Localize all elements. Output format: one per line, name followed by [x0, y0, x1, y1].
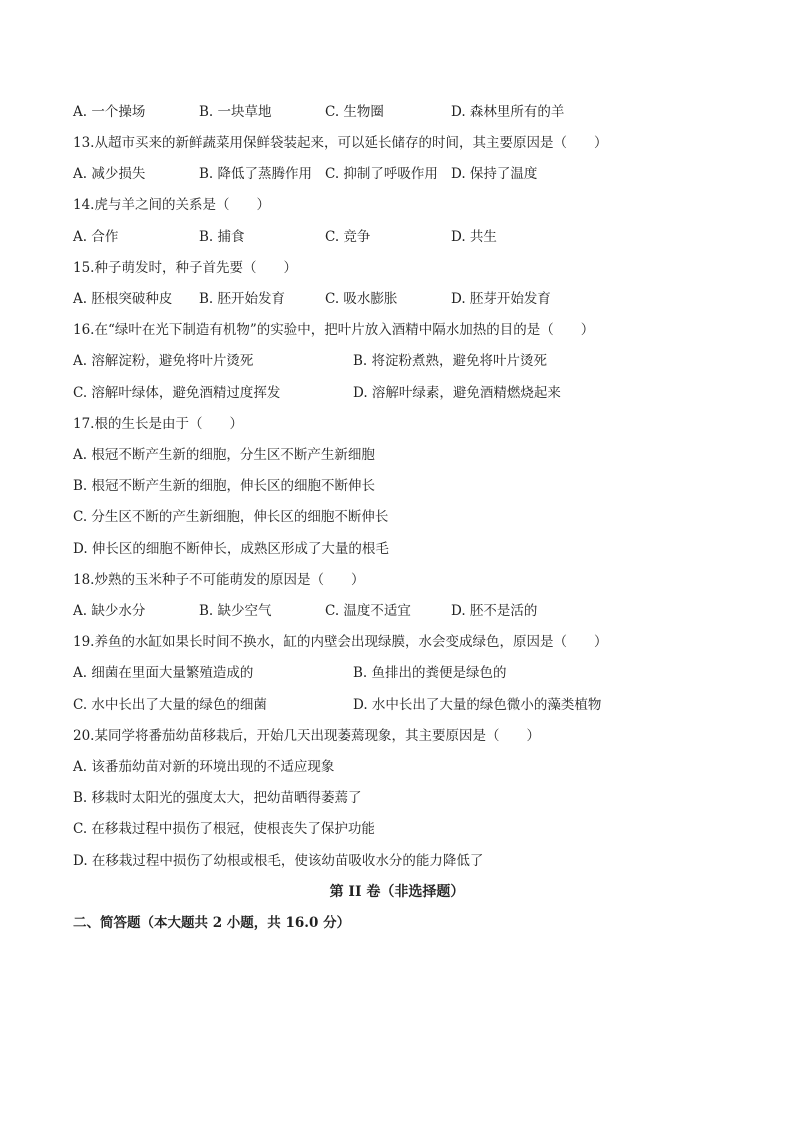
section-2-title: 第 II 卷（非选择题）	[329, 884, 465, 900]
q14-option-d: D. 共生	[451, 229, 497, 245]
q13-stem: 13.从超市买来的新鲜蔬菜用保鲜袋装起来，可以延长储存的时间，其主要原因是（ ）	[73, 135, 608, 151]
q15-option-a: A. 胚根突破种皮	[73, 291, 173, 307]
q17-option-a: A. 根冠不断产生新的细胞，分生区不断产生新细胞	[73, 447, 375, 463]
q16-option-d: D. 溶解叶绿素，避免酒精燃烧起来	[353, 385, 561, 401]
q16-options-row2	[73, 384, 633, 402]
q13-options	[73, 165, 577, 183]
q15-option-b: B. 胚开始发育	[199, 291, 286, 307]
q17-option-c: C. 分生区不断的产生新细胞，伸长区的细胞不断伸长	[73, 509, 389, 525]
q16-option-b: B. 将淀粉煮熟，避免将叶片烫死	[353, 353, 548, 369]
q12-option-d: D. 森林里所有的羊	[451, 104, 565, 120]
q12-option-a: A. 一个操场	[73, 104, 146, 120]
q16-stem: 16.在“绿叶在光下制造有机物”的实验中，把叶片放入酒精中隔水加热的目的是（ ）	[73, 322, 595, 338]
q15-options	[73, 290, 577, 308]
q19-option-c: C. 水中长出了大量的绿色的细菌	[73, 697, 267, 713]
q15-stem: 15.种子萌发时，种子首先要（ ）	[73, 260, 297, 276]
q14-option-b: B. 捕食	[199, 229, 245, 245]
q20-option-a: A. 该番茄幼苗对新的环境出现的不适应现象	[73, 759, 335, 775]
q14-option-c: C. 竞争	[325, 229, 371, 245]
q19-stem: 19.养鱼的水缸如果长时间不换水，缸的内壁会出现绿膜，水会变成绿色，原因是（ ）	[73, 634, 608, 650]
q18-option-b: B. 缺少空气	[199, 603, 272, 619]
q18-option-d: D. 胚不是活的	[451, 603, 538, 619]
q12-option-b: B. 一块草地	[199, 104, 272, 120]
q17-option-b: B. 根冠不断产生新的细胞，伸长区的细胞不断伸长	[73, 478, 376, 494]
q12-option-c: C. 生物圈	[325, 104, 384, 120]
q17-option-d: D. 伸长区的细胞不断伸长，成熟区形成了大量的根毛	[73, 541, 389, 557]
q13-option-a: A. 减少损失	[73, 166, 146, 182]
q18-option-c: C. 温度不适宜	[325, 603, 411, 619]
q16-options-row1	[73, 352, 633, 370]
q20-stem: 20.某同学将番茄幼苗移栽后，开始几天出现萎蔫现象，其主要原因是（ ）	[73, 728, 540, 744]
q15-option-d: D. 胚芽开始发育	[451, 291, 551, 307]
q16-option-a: A. 溶解淀粉，避免将叶片烫死	[73, 353, 254, 369]
q18-option-a: A. 缺少水分	[73, 603, 146, 619]
q14-option-a: A. 合作	[73, 229, 119, 245]
q17-stem: 17.根的生长是由于（ ）	[73, 416, 243, 432]
q19-option-d: D. 水中长出了大量的绿色微小的藻类植物	[353, 697, 602, 713]
q13-option-c: C. 抑制了呼吸作用	[325, 166, 438, 182]
q19-options-row1	[73, 664, 633, 682]
q19-option-a: A. 细菌在里面大量繁殖造成的	[73, 665, 254, 681]
q13-option-d: D. 保持了温度	[451, 166, 538, 182]
q12-options	[73, 103, 577, 121]
q18-stem: 18.炒熟的玉米种子不可能萌发的原因是（ ）	[73, 572, 365, 588]
q19-options-row2	[73, 696, 633, 714]
q14-options	[73, 228, 577, 246]
q14-stem: 14.虎与羊之间的关系是（ ）	[73, 197, 270, 213]
q18-options	[73, 602, 577, 620]
q15-option-c: C. 吸水膨胀	[325, 291, 398, 307]
q20-option-b: B. 移栽时太阳光的强度太大，把幼苗晒得萎蔫了	[73, 790, 362, 806]
q16-option-c: C. 溶解叶绿体，避免酒精过度挥发	[73, 385, 281, 401]
part-2-heading: 二、简答题（本大题共 2 小题，共 16.0 分）	[73, 915, 351, 931]
q13-option-b: B. 降低了蒸腾作用	[199, 166, 313, 182]
q20-option-c: C. 在移栽过程中损伤了根冠，使根丧失了保护功能	[73, 821, 375, 837]
q20-option-d: D. 在移栽过程中损伤了幼根或根毛，使该幼苗吸收水分的能力降低了	[73, 853, 484, 869]
q19-option-b: B. 鱼排出的粪便是绿色的	[353, 665, 507, 681]
